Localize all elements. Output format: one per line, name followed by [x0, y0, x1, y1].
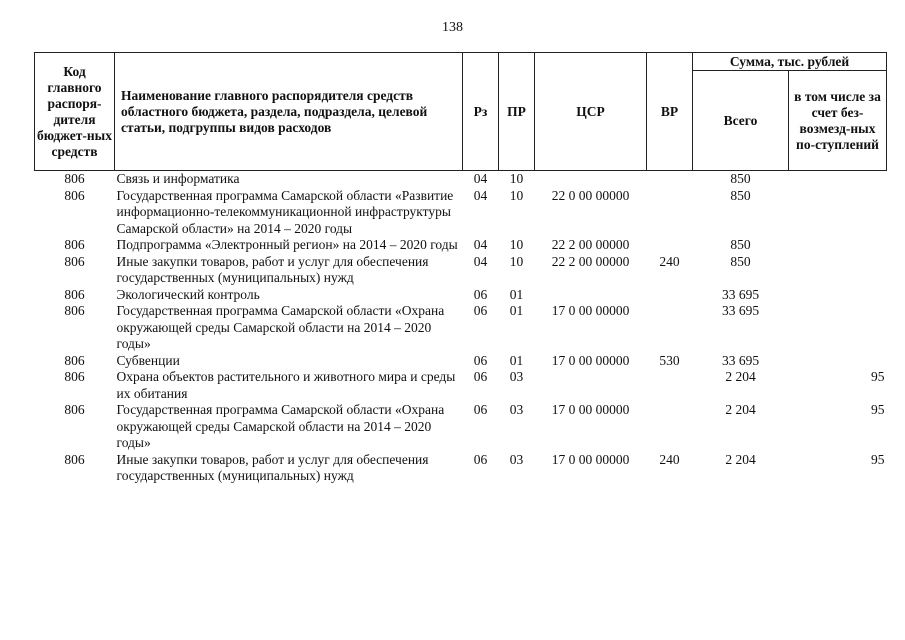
cell-pr: 10 [509, 253, 524, 269]
cell-rz: 06 [473, 402, 488, 417]
cell-total: 850 [730, 171, 751, 186]
cell-pr: 10 [509, 187, 524, 203]
cell-code: 806 [64, 402, 85, 417]
cell-rz: 04 [473, 237, 488, 252]
cell-total: 850 [730, 253, 751, 269]
cell-code: 806 [64, 451, 85, 467]
cell-code: 806 [64, 237, 85, 252]
cell-name: Подпрограмма «Электронный регион» на 2014 – 2020 годы [116, 237, 458, 252]
header-total: Всего [693, 71, 789, 171]
cell-name: Иные закупки товаров, работ и услуг для обеспечения государственных (муниципальных) нужд [116, 253, 429, 285]
cell-csr [535, 369, 647, 402]
budget-table [34, 52, 887, 485]
cell-pr: 10 [509, 171, 524, 186]
cell-csr: 17 0 00 00000 [551, 451, 630, 467]
cell-total: 850 [730, 237, 751, 252]
cell-vr [647, 188, 693, 238]
cell-name: Государственная программа Самарской области «Охрана окружающей среды Самарской области на 2014 – 2020 годы» [116, 402, 445, 450]
cell-csr: 22 0 00 00000 [551, 187, 630, 203]
cell-rz: 06 [473, 451, 488, 467]
cell-free [789, 353, 887, 370]
cell-rz: 06 [473, 369, 488, 384]
cell-total: 33 695 [721, 303, 760, 318]
cell-code: 806 [64, 253, 85, 269]
cell-code: 806 [64, 352, 85, 368]
cell-csr [535, 171, 647, 188]
cell-total: 2 204 [725, 451, 756, 467]
cell-vr [647, 402, 693, 452]
cell-code: 806 [64, 187, 85, 203]
header-pr: ПР [499, 53, 535, 171]
table-row [35, 188, 887, 238]
cell-total: 850 [730, 187, 751, 203]
cell-code: 806 [64, 303, 85, 318]
cell-name: Экологический контроль [116, 286, 260, 302]
cell-free: 95 [871, 369, 885, 384]
cell-rz: 06 [473, 352, 488, 368]
cell-free: 95 [871, 402, 885, 417]
table-row [35, 303, 887, 353]
cell-csr: 17 0 00 00000 [551, 352, 630, 368]
cell-vr: 240 [659, 253, 680, 269]
cell-total: 2 204 [725, 402, 756, 417]
table-row [35, 353, 887, 370]
table-row [35, 254, 887, 287]
cell-vr [647, 237, 693, 254]
header-sum-group: Сумма, тыс. рублей [693, 53, 887, 71]
cell-code: 806 [64, 171, 85, 186]
page-number: 138 [442, 20, 463, 35]
cell-vr [647, 171, 693, 188]
header-rz: Рз [463, 53, 499, 171]
cell-rz: 06 [473, 286, 488, 302]
cell-free [789, 303, 887, 353]
cell-vr: 530 [659, 352, 680, 368]
cell-code: 806 [64, 369, 85, 384]
table-row [35, 171, 887, 188]
cell-rz: 04 [473, 171, 488, 186]
cell-csr: 22 2 00 00000 [551, 237, 630, 252]
cell-rz: 04 [473, 253, 488, 269]
cell-total: 33 695 [721, 286, 760, 302]
cell-csr: 22 2 00 00000 [551, 253, 630, 269]
cell-free [789, 254, 887, 287]
cell-vr [647, 287, 693, 304]
cell-rz: 06 [473, 303, 488, 318]
cell-free [789, 237, 887, 254]
cell-code: 806 [64, 286, 85, 302]
cell-csr [535, 287, 647, 304]
cell-name: Связь и информатика [116, 171, 240, 186]
header-free: в том числе за счет без-возмезд-ных по-ступлений [789, 71, 887, 171]
cell-name: Субвенции [116, 352, 180, 368]
cell-pr: 03 [509, 451, 524, 467]
cell-name: Иные закупки товаров, работ и услуг для обеспечения государственных (муниципальных) нужд [116, 451, 429, 483]
table-row [35, 237, 887, 254]
header-vr: ВР [647, 53, 693, 171]
cell-rz: 04 [473, 187, 488, 203]
cell-name: Государственная программа Самарской области «Развитие информационно-телекоммуникационной инфраструктуры Самарской области» на 2014 – 2020 годы [116, 187, 454, 236]
cell-name: Государственная программа Самарской области «Охрана окружающей среды Самарской области на 2014 – 2020 годы» [116, 303, 445, 351]
cell-pr: 01 [509, 303, 524, 318]
table-row [35, 369, 887, 402]
cell-csr: 17 0 00 00000 [551, 402, 630, 417]
table-row [35, 287, 887, 304]
cell-free [789, 171, 887, 188]
cell-pr: 10 [509, 237, 524, 252]
table-row [35, 452, 887, 485]
cell-free: 95 [871, 451, 885, 467]
header-csr: ЦСР [535, 53, 647, 171]
table-row [35, 402, 887, 452]
cell-free [789, 287, 887, 304]
cell-csr: 17 0 00 00000 [551, 303, 630, 318]
cell-vr: 240 [659, 451, 680, 467]
cell-free [789, 188, 887, 238]
cell-pr: 01 [509, 352, 524, 368]
cell-name: Охрана объектов растительного и животного мира и среды их обитания [116, 369, 456, 401]
cell-pr: 03 [509, 369, 524, 384]
cell-vr [647, 303, 693, 353]
cell-pr: 01 [509, 286, 524, 302]
cell-pr: 03 [509, 402, 524, 417]
cell-vr [647, 369, 693, 402]
table-body [35, 171, 887, 485]
cell-total: 33 695 [721, 352, 760, 368]
header-code: Код главного распоря-дителя бюджет-ных средств [35, 53, 115, 171]
header-name: Наименование главного распорядителя средств областного бюджета, раздела, подраздела, целевой статьи, подгруппы видов расходов [115, 53, 463, 171]
cell-total: 2 204 [725, 369, 756, 384]
